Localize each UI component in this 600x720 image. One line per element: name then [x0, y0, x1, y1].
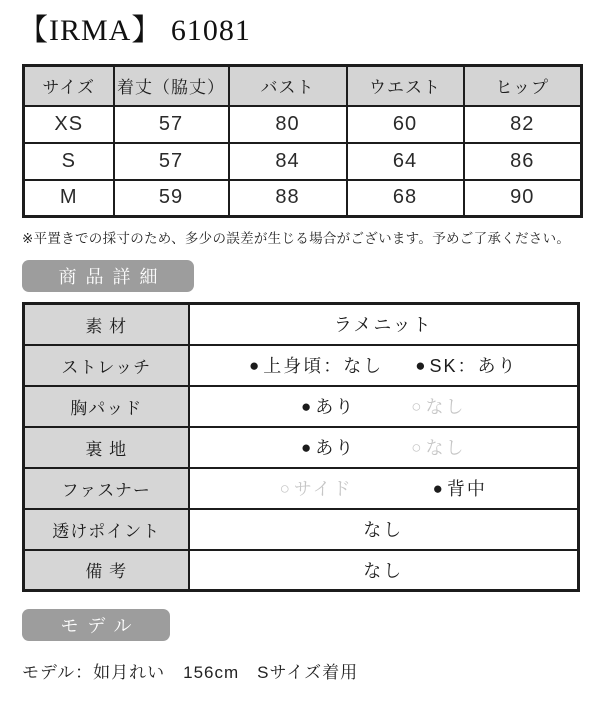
table-row — [24, 345, 579, 386]
product-details-section-badge: 商品詳細 — [22, 260, 194, 292]
header-bust: バスト — [229, 66, 347, 106]
header-hip: ヒップ — [464, 66, 582, 106]
header-size: サイズ — [24, 66, 114, 106]
zipper-option-side — [280, 475, 353, 501]
size-xs-hip: 82 — [464, 106, 582, 143]
size-s-label: S — [24, 143, 114, 180]
stretch-value — [189, 345, 579, 386]
option-text: 背中 — [446, 479, 487, 499]
measurement-disclaimer: ※平置きでの採寸のため、多少の誤差が生じる場合がございます。予めご了承ください。 — [22, 231, 571, 246]
size-m-waist: 68 — [347, 180, 464, 217]
filled-circle-icon: ● — [248, 355, 262, 375]
sheer-point-value: なし — [189, 509, 579, 550]
size-xs-waist: 60 — [347, 106, 464, 143]
filled-circle-icon: ● — [415, 355, 428, 375]
lining-label: 裏 地 — [24, 427, 189, 468]
size-chart-table — [22, 64, 583, 218]
product-details-table — [22, 302, 580, 592]
remarks-label: 備 考 — [24, 550, 189, 591]
header-waist: ウエスト — [347, 66, 464, 106]
model-section-badge: モデル — [22, 609, 170, 641]
size-s-waist: 64 — [347, 143, 464, 180]
material-label: 素 材 — [24, 304, 189, 345]
size-xs-bust: 80 — [229, 106, 347, 143]
option-text: なし — [425, 438, 466, 458]
empty-circle-icon: ○ — [411, 437, 424, 457]
empty-circle-icon: ○ — [411, 396, 424, 416]
table-row — [24, 468, 579, 509]
filled-circle-icon: ● — [432, 478, 445, 498]
table-row — [24, 143, 582, 180]
lining-value — [189, 427, 579, 468]
table-row — [24, 180, 582, 217]
lining-option-yes — [301, 434, 355, 460]
option-text: あり — [315, 397, 356, 417]
chest-pad-value — [189, 386, 579, 427]
stretch-label: ストレッチ — [24, 345, 189, 386]
option-text: サイド — [293, 479, 353, 499]
size-s-hip: 86 — [464, 143, 582, 180]
size-m-label: M — [24, 180, 114, 217]
stretch-option-bodice — [249, 352, 383, 378]
stretch-option-skirt — [415, 352, 517, 378]
page-title: 【IRMA】 61081 — [18, 14, 251, 47]
table-row — [24, 509, 579, 550]
size-xs-length: 57 — [114, 106, 229, 143]
material-value: ラメニット — [189, 304, 579, 345]
chest-pad-option-yes — [301, 393, 355, 419]
empty-circle-icon: ○ — [279, 478, 292, 498]
size-s-length: 57 — [114, 143, 229, 180]
chest-pad-option-no — [411, 393, 465, 419]
lining-option-no — [411, 434, 465, 460]
table-row — [24, 550, 579, 591]
size-chart-header-row — [24, 66, 582, 106]
size-m-hip: 90 — [464, 180, 582, 217]
chest-pad-label: 胸パッド — [24, 386, 189, 427]
option-text: あり — [315, 438, 356, 458]
size-s-bust: 84 — [229, 143, 347, 180]
filled-circle-icon: ● — [300, 437, 314, 457]
zipper-label: ファスナー — [24, 468, 189, 509]
sheer-point-label: 透けポイント — [24, 509, 189, 550]
option-text: 上身頃：なし — [263, 356, 384, 376]
size-m-length: 59 — [114, 180, 229, 217]
option-text: なし — [425, 397, 466, 417]
header-length: 着丈（脇丈） — [114, 66, 229, 106]
remarks-value: なし — [189, 550, 579, 591]
size-m-bust: 88 — [229, 180, 347, 217]
filled-circle-icon: ● — [300, 396, 314, 416]
size-xs-label: XS — [24, 106, 114, 143]
table-row — [24, 386, 579, 427]
option-text: SK：あり — [429, 356, 518, 376]
table-row — [24, 106, 582, 143]
zipper-value — [189, 468, 579, 509]
zipper-option-back — [433, 475, 487, 501]
table-row — [24, 304, 579, 345]
table-row — [24, 427, 579, 468]
model-info-text: モデル：如月れい 156cm Sサイズ着用 — [22, 663, 359, 682]
